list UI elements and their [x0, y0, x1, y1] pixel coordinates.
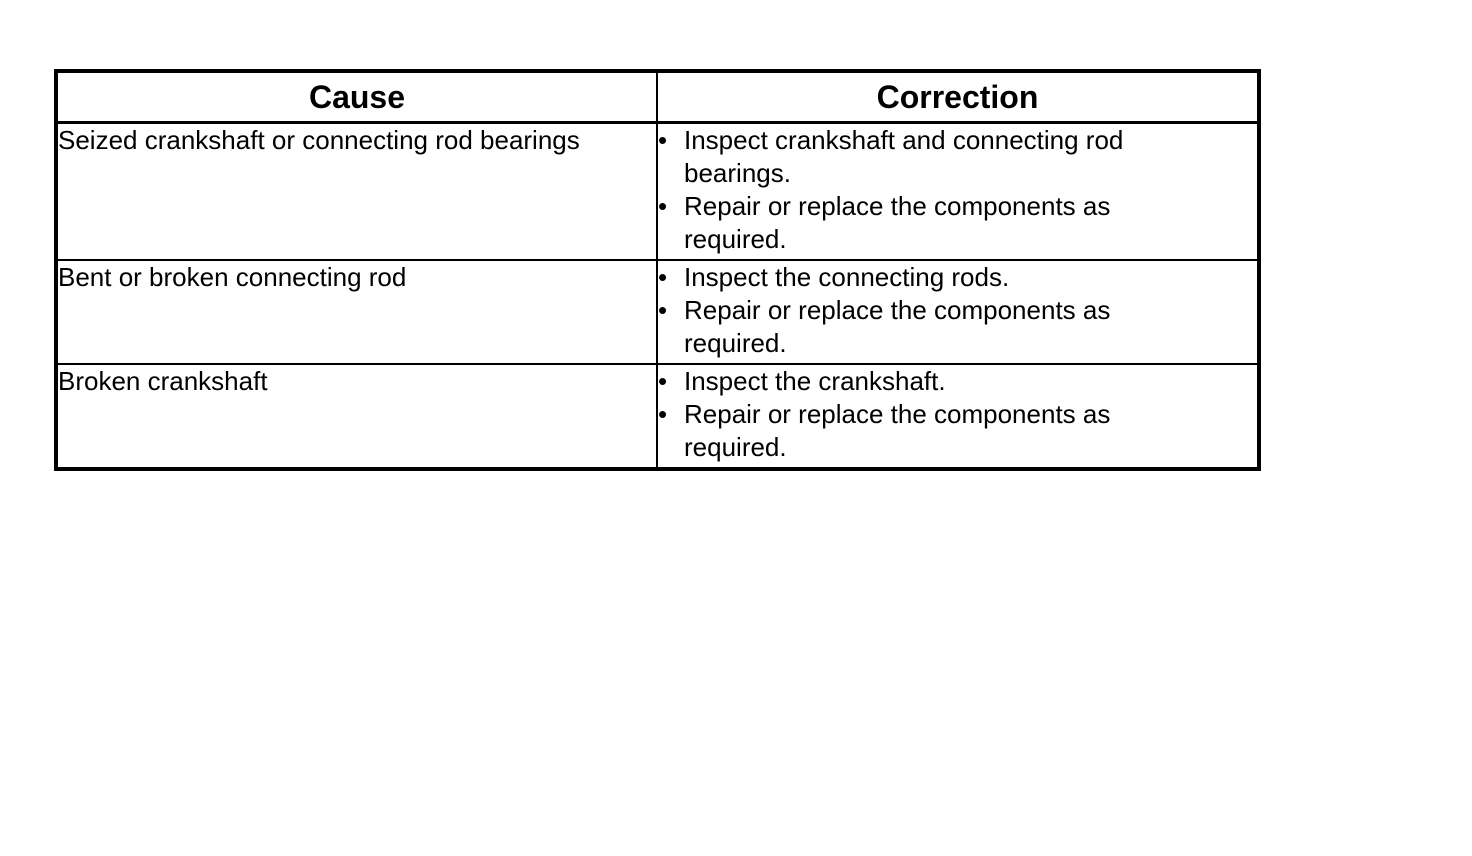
correction-text: Repair or replace the components as required. — [684, 399, 1111, 462]
correction-list — [658, 124, 1257, 256]
list-item — [658, 398, 1257, 464]
correction-text: Inspect the connecting rods. — [684, 262, 1010, 292]
correction-cell — [657, 260, 1259, 364]
bullet-icon: • — [658, 125, 668, 155]
correction-text: Inspect the crankshaft. — [684, 366, 946, 396]
cause-cell: Seized crankshaft or connecting rod bearings — [56, 123, 657, 261]
bullet-icon: • — [658, 262, 668, 292]
table-row — [56, 260, 1259, 364]
bullet-icon: • — [658, 399, 668, 429]
bullet-icon: • — [658, 191, 668, 221]
table-row — [56, 123, 1259, 261]
list-item — [658, 365, 1257, 398]
column-header-correction: Correction — [657, 71, 1259, 123]
list-item — [658, 190, 1257, 256]
bullet-icon: • — [658, 366, 668, 396]
list-item — [658, 124, 1257, 190]
bullet-icon: • — [658, 295, 668, 325]
list-item — [658, 261, 1257, 294]
correction-cell — [657, 364, 1259, 469]
table-row — [56, 364, 1259, 469]
correction-text: Repair or replace the components as required. — [684, 295, 1111, 358]
correction-list — [658, 365, 1257, 464]
list-item — [658, 294, 1257, 360]
cause-correction-table — [54, 69, 1261, 471]
column-header-cause: Cause — [56, 71, 657, 123]
correction-text: Repair or replace the components as required. — [684, 191, 1111, 254]
correction-text: Inspect crankshaft and connecting rod bearings. — [684, 125, 1124, 188]
correction-cell — [657, 123, 1259, 261]
table-header-row — [56, 71, 1259, 123]
cause-cell: Bent or broken connecting rod — [56, 260, 657, 364]
cause-cell: Broken crankshaft — [56, 364, 657, 469]
correction-list — [658, 261, 1257, 360]
